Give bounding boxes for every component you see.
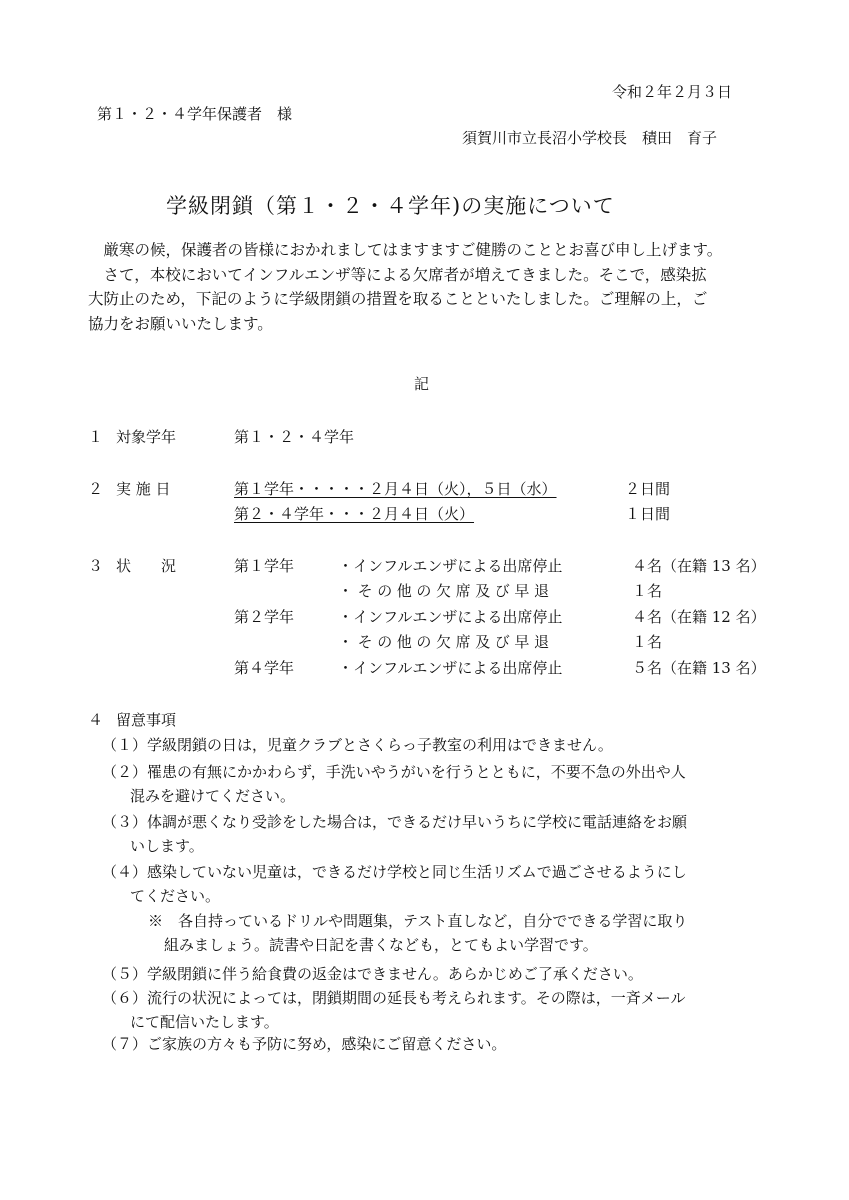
note-item-1 xyxy=(102,733,613,757)
note-line: 混みを避けてください。 xyxy=(130,787,296,806)
intro-paragraph xyxy=(88,238,778,336)
note-item-3 xyxy=(102,810,687,859)
page-title: 学級閉鎖（第１・２・４学年)の実施について xyxy=(166,194,615,218)
date-row xyxy=(234,479,670,499)
section-number: １ xyxy=(88,428,104,446)
note-line: （６）流行の状況によっては，閉鎖期間の延長も考えられます。その際は，一斉メール xyxy=(102,989,686,1007)
status-count: １名 xyxy=(632,633,663,651)
intro-line-1: 厳寒の候，保護者の皆様におかれましてはますますご健勝のこととお喜び申し上げます。 xyxy=(103,241,723,259)
section-number: ２ xyxy=(88,480,104,498)
note-line: （１）学級閉鎖の日は，児童クラブとさくらっ子教室の利用はできません。 xyxy=(102,736,613,754)
note-item-6 xyxy=(102,986,686,1035)
note-item-4 xyxy=(102,860,687,957)
status-grade: 第１学年 xyxy=(234,557,295,575)
date-row-text: 第２・４学年・・・２月４日（火） xyxy=(234,505,475,523)
note-line: いします。 xyxy=(130,837,204,856)
section-label: 留意事項 xyxy=(116,711,177,729)
status-item: ・インフルエンザによる出席停止 xyxy=(338,659,563,677)
status-item: ・インフルエンザによる出席停止 xyxy=(338,557,563,575)
note-line: （４）感染していない児童は，できるだけ学校と同じ生活リズムで過ごさせるようにし xyxy=(102,863,687,881)
section-label: 実 施 日 xyxy=(116,480,171,498)
section-label: 対象学年 xyxy=(116,428,177,446)
note-item-5 xyxy=(102,962,643,986)
date-row-days: １日間 xyxy=(624,505,670,523)
note-line: てください。 xyxy=(130,887,221,906)
ki-heading: 記 xyxy=(414,375,430,393)
date-row xyxy=(234,504,670,524)
issue-date: 令和２年２月３日 xyxy=(612,83,733,101)
section-number: ４ xyxy=(88,711,104,729)
status-count: ５名（在籍 13 名） xyxy=(632,659,766,677)
status-count: ４名（在籍 13 名） xyxy=(632,557,766,575)
intro-line-2: さて，本校においてインフルエンザ等による欠席者が増えてきました。そこで，感染拡 xyxy=(103,265,707,284)
section-label: 状 況 xyxy=(116,557,177,575)
note-line: （５）学級閉鎖に伴う給食費の返金はできません。あらかじめご了承ください。 xyxy=(102,965,643,983)
status-count: ４名（在籍 12 名） xyxy=(632,608,766,626)
section-value: 第１・２・４学年 xyxy=(234,428,355,446)
note-line: にて配信いたします。 xyxy=(130,1013,279,1032)
status-count: １名 xyxy=(632,582,663,600)
recipient: 第１・２・４学年保護者 様 xyxy=(97,105,293,123)
note-line: （３）体調が悪くなり受診をした場合は，できるだけ早いうちに学校に電話連絡をお願 xyxy=(102,813,688,831)
note-line: （２）罹患の有無にかかわらず，手洗いやうがいを行うとともに，不要不急の外出や人 xyxy=(102,763,686,781)
note-line: 組みましょう。読書や日記を書くなども，とてもよい学習です。 xyxy=(164,935,598,954)
note-line: ※ 各自持っているドリルや問題集，テスト直しなど，自分でできる学習に取り xyxy=(148,911,688,930)
date-row-days: ２日間 xyxy=(624,480,670,498)
status-item: ・その他の欠席及び早退 xyxy=(338,633,554,651)
sender: 須賀川市立長沼小学校長 積田 育子 xyxy=(462,129,718,147)
status-grade: 第４学年 xyxy=(234,659,295,677)
status-item: ・その他の欠席及び早退 xyxy=(338,582,554,600)
note-item-2 xyxy=(102,760,686,809)
status-item: ・インフルエンザによる出席停止 xyxy=(338,608,563,626)
date-row-text: 第１学年・・・・・２月４日（火），５日（水） xyxy=(234,480,557,498)
intro-line-3: 大防止のため，下記のように学級閉鎖の措置を取ることといたしました。ご理解の上，ご xyxy=(88,290,708,308)
note-line: （７）ご家族の方々も予防に努め，感染にご留意ください。 xyxy=(102,1035,507,1053)
status-grade: 第２学年 xyxy=(234,608,295,626)
note-item-7 xyxy=(102,1032,506,1056)
section-number: ３ xyxy=(88,557,104,575)
intro-line-4: 協力をお願いいたします。 xyxy=(88,314,273,333)
